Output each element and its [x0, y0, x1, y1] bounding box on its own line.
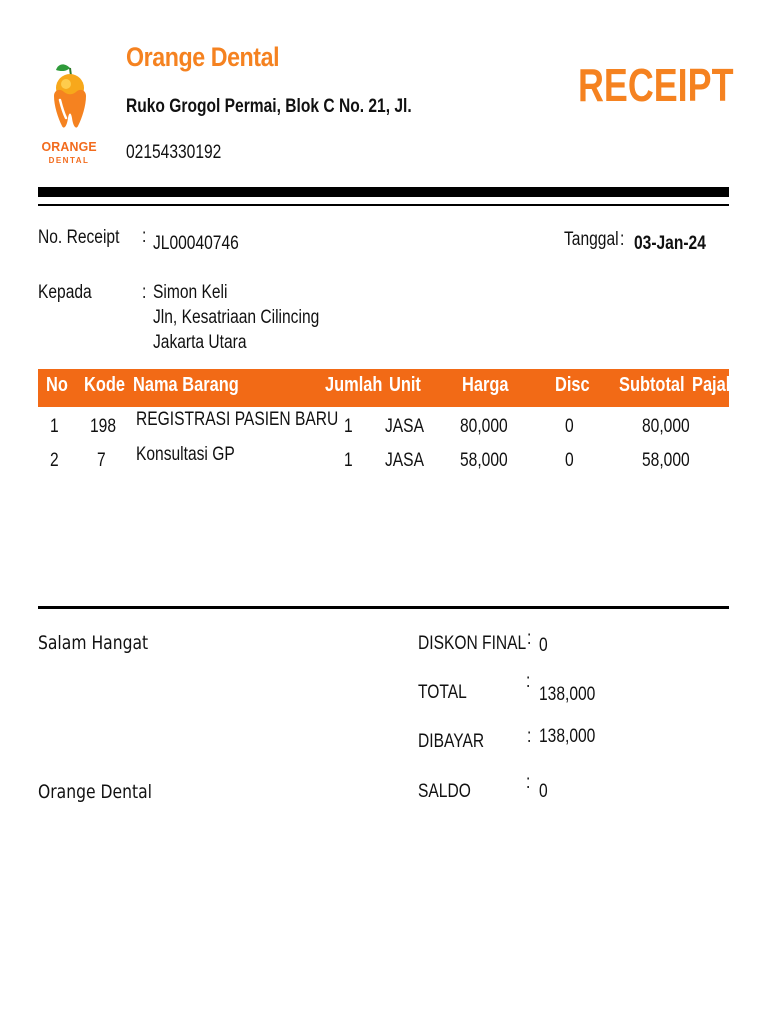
table-row-2-item: Konsultasi GP: [136, 444, 235, 465]
header-divider-thick: [38, 187, 729, 197]
closing-greeting: Salam Hangat: [38, 632, 149, 654]
total-label: TOTAL: [418, 682, 467, 703]
column-header-jumlah: Jumlah: [325, 374, 383, 396]
table-row-1-item: REGISTRASI PASIEN BARU: [136, 409, 339, 430]
table-row-1-disc: 0: [565, 416, 574, 437]
logo-wordmark-orange: ORANGE: [41, 139, 97, 154]
table-row-2-kode: 7: [97, 450, 106, 471]
recipient-label: Kepada: [38, 282, 92, 303]
recipient-address-line-1: Jln, Kesatriaan Cilincing: [153, 307, 320, 328]
balance-value: 0: [539, 781, 548, 802]
table-row-1-kode: 198: [90, 416, 116, 437]
paid-colon: :: [527, 726, 532, 747]
recipient-name: Simon Keli: [153, 282, 228, 303]
paid-label: DIBAYAR: [418, 731, 485, 752]
header-divider-thin: [38, 204, 729, 206]
column-header-nama-barang: Nama Barang: [133, 374, 239, 396]
final-discount-label: DISKON FINAL: [418, 633, 527, 654]
receipt-number-label: No. Receipt: [38, 227, 120, 248]
table-row-2-unit: JASA: [385, 450, 424, 471]
table-row-2-qty: 1: [344, 450, 353, 471]
company-phone: 02154330192: [126, 142, 222, 163]
column-header-kode: Kode: [84, 374, 125, 396]
balance-label: SALDO: [418, 781, 471, 802]
closing-signature: Orange Dental: [38, 781, 152, 803]
paid-value: 138,000: [539, 726, 596, 747]
receipt-number-value: JL00040746: [153, 233, 239, 254]
table-row-1-unit: JASA: [385, 416, 424, 437]
company-name: Orange Dental: [126, 42, 280, 72]
final-discount-colon: :: [527, 628, 532, 649]
company-address: Ruko Grogol Permai, Blok C No. 21, Jl.: [126, 96, 412, 117]
table-row-2-no: 2: [50, 450, 59, 471]
column-header-harga: Harga: [462, 374, 509, 396]
column-header-subtotal: Subtotal: [619, 374, 685, 396]
total-colon: :: [526, 671, 531, 692]
column-header-pajak: Pajak: [692, 374, 735, 396]
logo-wordmark-dental: DENTAL: [48, 156, 90, 165]
table-row-2-subtotal: 58,000: [642, 450, 690, 471]
date-label: Tanggal: [564, 229, 619, 250]
recipient-address-line-2: Jakarta Utara: [153, 332, 247, 353]
column-header-unit: Unit: [389, 374, 421, 396]
receipt-title: RECEIPT: [578, 59, 734, 111]
table-row-1-no: 1: [50, 416, 59, 437]
recipient-colon: :: [142, 282, 147, 303]
date-colon: :: [620, 229, 625, 250]
column-header-disc: Disc: [555, 374, 590, 396]
table-row-1-price: 80,000: [460, 416, 508, 437]
table-row-2-disc: 0: [565, 450, 574, 471]
table-row-1-qty: 1: [344, 416, 353, 437]
table-row-1-subtotal: 80,000: [642, 416, 690, 437]
final-discount-value: 0: [539, 635, 548, 656]
receipt-number-colon: :: [142, 226, 147, 247]
total-value: 138,000: [539, 684, 596, 705]
balance-colon: :: [526, 772, 531, 793]
column-header-no: No: [46, 374, 68, 396]
date-value: 03-Jan-24: [634, 233, 706, 254]
table-row-2-price: 58,000: [460, 450, 508, 471]
summary-divider: [38, 606, 729, 609]
